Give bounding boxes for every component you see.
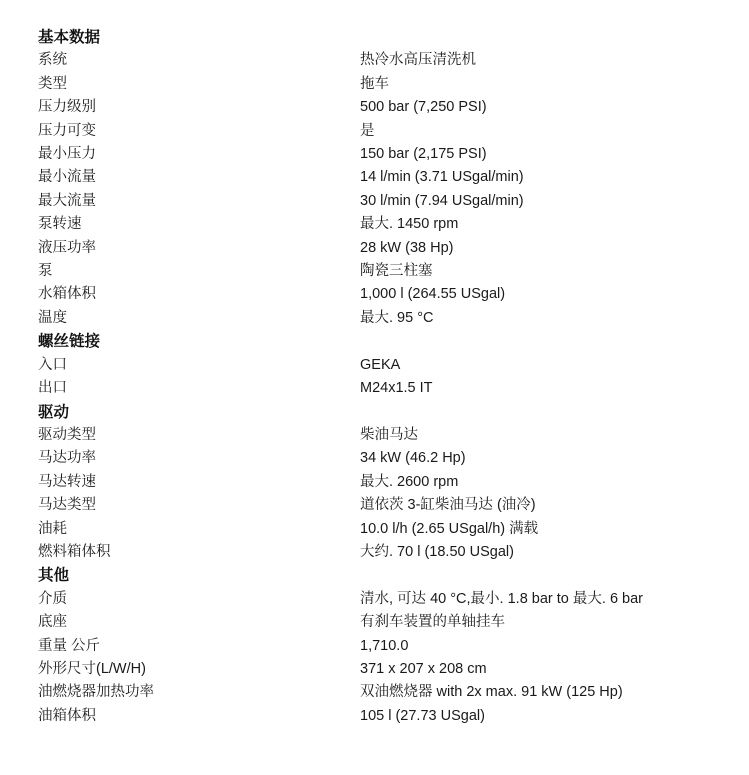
spec-row: [38, 635, 729, 658]
spec-sections: [38, 26, 729, 728]
spec-row: [38, 307, 729, 330]
spec-row: [38, 377, 729, 400]
spec-label: 马达类型: [38, 497, 96, 514]
spec-row: [38, 73, 729, 96]
spec-label: 泵转速: [38, 216, 82, 233]
spec-label: 压力可变: [38, 122, 96, 139]
spec-label: 出口: [38, 380, 67, 397]
spec-label: 泵: [38, 263, 53, 280]
spec-row: [38, 471, 729, 494]
spec-value: 道依茨 3-缸柴油马达 (油冷): [360, 497, 536, 514]
spec-row: [38, 681, 729, 704]
spec-label: 最大流量: [38, 192, 96, 209]
spec-row: [38, 237, 729, 260]
spec-section: [38, 401, 729, 565]
spec-value: 30 l/min (7.94 USgal/min): [360, 192, 524, 209]
spec-value: 14 l/min (3.71 USgal/min): [360, 169, 524, 186]
spec-value: 陶瓷三柱塞: [360, 263, 433, 280]
spec-row: [38, 120, 729, 143]
spec-row: [38, 354, 729, 377]
spec-row: [38, 213, 729, 236]
spec-row: [38, 424, 729, 447]
spec-label: 重量 公斤: [38, 637, 101, 654]
spec-label: 底座: [38, 614, 67, 631]
spec-row: [38, 705, 729, 728]
spec-value: 371 x 207 x 208 cm: [360, 660, 487, 677]
spec-value: 最大. 2600 rpm: [360, 473, 459, 490]
spec-value: GEKA: [360, 356, 401, 373]
spec-row: [38, 611, 729, 634]
spec-value: 150 bar (2,175 PSI): [360, 146, 487, 163]
spec-row: [38, 518, 729, 541]
spec-section: [38, 564, 729, 728]
spec-label: 温度: [38, 309, 67, 326]
spec-label: 最小流量: [38, 169, 96, 186]
spec-section: [38, 26, 729, 330]
spec-value: 清水, 可达 40 °C,最小. 1.8 bar to 最大. 6 bar: [360, 590, 643, 607]
spec-value: M24x1.5 IT: [360, 380, 433, 397]
spec-label: 水箱体积: [38, 286, 96, 303]
section-title: 其他: [38, 567, 70, 585]
spec-value: 拖车: [360, 75, 389, 92]
spec-label: 燃料箱体积: [38, 543, 111, 560]
spec-row: [38, 541, 729, 564]
spec-value: 最大. 1450 rpm: [360, 216, 459, 233]
spec-row: [38, 49, 729, 72]
spec-label: 油燃烧器加热功率: [38, 684, 154, 701]
spec-row: [38, 166, 729, 189]
spec-label: 液压功率: [38, 239, 96, 256]
spec-label: 压力级别: [38, 99, 96, 116]
spec-row: [38, 658, 729, 681]
spec-value: 28 kW (38 Hp): [360, 239, 454, 256]
section-title: 螺丝链接: [38, 333, 101, 351]
spec-value: 有刹车装置的单轴挂车: [360, 614, 505, 631]
spec-label: 驱动类型: [38, 426, 96, 443]
spec-row: [38, 143, 729, 166]
spec-value: 双油燃烧器 with 2x max. 91 kW (125 Hp): [360, 684, 623, 701]
spec-label: 油耗: [38, 520, 67, 537]
spec-value: 1,000 l (264.55 USgal): [360, 286, 506, 303]
spec-value: 大约. 70 l (18.50 USgal): [360, 543, 514, 560]
section-title: 基本数据: [38, 29, 101, 46]
spec-value: 最大. 95 °C: [360, 309, 434, 326]
spec-row: [38, 283, 729, 306]
spec-row: [38, 190, 729, 213]
spec-row: [38, 588, 729, 611]
spec-label: 马达功率: [38, 450, 96, 467]
spec-value: 1,710.0: [360, 637, 409, 654]
spec-label: 类型: [38, 75, 67, 92]
spec-label: 最小压力: [38, 146, 96, 163]
spec-value: 105 l (27.73 USgal): [360, 707, 485, 724]
spec-row: [38, 96, 729, 119]
spec-row: [38, 447, 729, 470]
spec-value: 是: [360, 122, 375, 139]
spec-label: 油箱体积: [38, 707, 96, 724]
spec-label: 马达转速: [38, 473, 96, 490]
section-title: 驱动: [38, 403, 70, 421]
spec-value: 34 kW (46.2 Hp): [360, 450, 466, 467]
spec-value: 柴油马达: [360, 426, 418, 443]
spec-section: [38, 330, 729, 400]
spec-row: [38, 494, 729, 517]
spec-label: 系统: [38, 52, 67, 69]
spec-label: 介质: [38, 590, 67, 607]
spec-value: 热冷水高压清洗机: [360, 52, 476, 69]
spec-row: [38, 260, 729, 283]
spec-label: 入口: [38, 356, 67, 373]
spec-value: 10.0 l/h (2.65 USgal/h) 满载: [360, 520, 539, 537]
spec-value: 500 bar (7,250 PSI): [360, 99, 487, 116]
spec-label: 外形尺寸(L/W/H): [38, 660, 146, 677]
